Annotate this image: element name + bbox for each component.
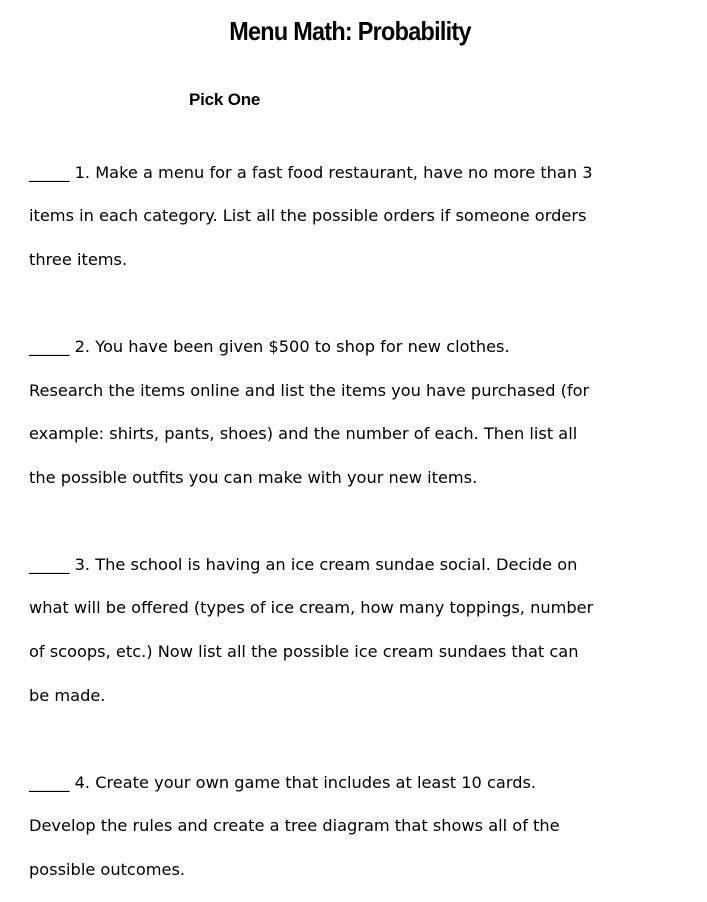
- choice-item-3: [29, 532, 689, 728]
- choice-list: [29, 140, 689, 902]
- choice-item-2-line-4: the possible outfits you can make with your new items.: [29, 467, 478, 487]
- choice-item-1-line-3: three items.: [29, 249, 128, 269]
- choice-item-2: [29, 314, 689, 510]
- choice-item-3-line-1: _____ 3. The school is having an ice cream sundae social. Decide on: [29, 554, 578, 574]
- section-subtitle: Pick One: [189, 90, 261, 109]
- choice-item-3-line-4: be made.: [29, 685, 106, 705]
- choice-item-2-line-3: example: shirts, pants, shoes) and the number of each. Then list all: [29, 424, 578, 444]
- choice-item-2-line-2: Research the items online and list the items you have purchased (for: [29, 380, 590, 400]
- choice-item-1-line-1: _____ 1. Make a menu for a fast food restaurant, have no more than 3: [29, 162, 593, 182]
- choice-item-3-line-3: of scoops, etc.) Now list all the possible ice cream sundaes that can: [29, 641, 579, 661]
- choice-item-4-line-2: Develop the rules and create a tree diagram that shows all of the: [29, 816, 560, 836]
- choice-item-1-line-2: items in each category. List all the possible orders if someone orders: [29, 206, 587, 226]
- choice-item-4-line-3: possible outcomes.: [29, 859, 186, 879]
- page-title: Menu Math: Probability: [229, 16, 471, 46]
- choice-item-4-line-1: _____ 4. Create your own game that includes at least 10 cards.: [29, 772, 537, 792]
- choice-item-2-line-1: _____ 2. You have been given $500 to shop for new clothes.: [29, 336, 510, 356]
- choice-item-3-line-2: what will be offered (types of ice cream, how many toppings, number: [29, 598, 594, 618]
- choice-item-4: [29, 750, 689, 902]
- choice-item-1: [29, 140, 689, 293]
